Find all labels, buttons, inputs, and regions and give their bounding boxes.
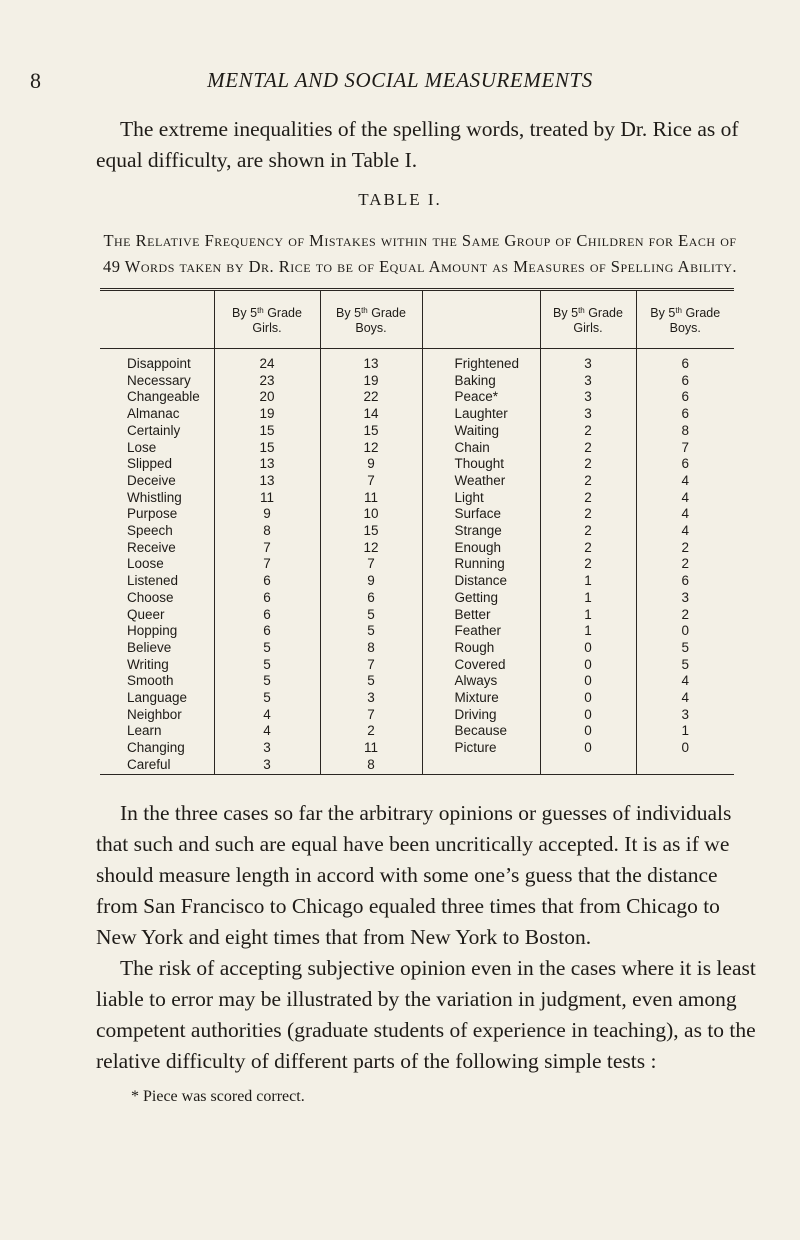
word-right: Enough — [422, 540, 540, 557]
boys-left-value: 19 — [320, 373, 422, 390]
girls-left-value: 11 — [214, 490, 320, 507]
boys-left-value: 12 — [320, 540, 422, 557]
table-row — [100, 757, 734, 774]
table-row — [100, 389, 734, 406]
girls-left-value: 7 — [214, 556, 320, 573]
table-row — [100, 690, 734, 707]
table-row — [100, 607, 734, 624]
girls-right-value: 0 — [540, 690, 636, 707]
word-right: Covered — [422, 657, 540, 674]
boys-left-value: 9 — [320, 573, 422, 590]
word-left: Writing — [100, 657, 214, 674]
table-body — [100, 349, 734, 775]
boys-right-value: 6 — [681, 356, 689, 371]
table-row — [100, 623, 734, 640]
word-left: Purpose — [100, 506, 214, 523]
boys-left-value: 10 — [320, 506, 422, 523]
table-row — [100, 723, 734, 740]
word-right: Better — [422, 607, 540, 624]
girls-left-value: 24 — [214, 349, 320, 373]
word-left: Hopping — [100, 623, 214, 640]
word-left: Careful — [100, 757, 214, 774]
boys-left-value: 11 — [320, 490, 422, 507]
boys-right-value: 6 — [681, 573, 689, 589]
girls-right-value: 1 — [540, 607, 636, 624]
girls-left-value: 4 — [214, 707, 320, 724]
boys-left-value: 5 — [320, 623, 422, 640]
table-row — [100, 640, 734, 657]
boys-left-value: 7 — [320, 556, 422, 573]
word-left: Almanac — [100, 406, 214, 423]
table-row — [100, 506, 734, 523]
boys-left-value: 8 — [320, 640, 422, 657]
boys-right-value: 5 — [681, 639, 689, 655]
boys-left-value: 8 — [320, 757, 422, 774]
boys-left-value: 14 — [320, 406, 422, 423]
boys-right-value: 0 — [681, 740, 689, 756]
word-right: Weather — [422, 473, 540, 490]
word-right: Peace* — [422, 389, 540, 406]
table-row — [100, 473, 734, 490]
table-caption: The Relative Frequency of Mistakes within the Same Group of Children for Each of 49 Words taken by Dr. Rice to be of Equal Amount as Measures of Spelling Ability. — [102, 231, 738, 276]
boys-right-value: 3 — [681, 589, 689, 605]
boys-left-value: 13 — [320, 349, 422, 373]
table-label: TABLE I. — [358, 190, 442, 209]
word-right: Waiting — [422, 423, 540, 440]
table-row — [100, 590, 734, 607]
table-row — [100, 657, 734, 674]
word-right: Mixture — [422, 690, 540, 707]
table-header-row — [100, 290, 734, 349]
girls-left-value: 3 — [214, 757, 320, 774]
table-row — [100, 573, 734, 590]
girls-left-value: 5 — [214, 673, 320, 690]
header-word-column-2 — [422, 290, 540, 349]
girls-right-value: 3 — [540, 389, 636, 406]
girls-right-value: 0 — [540, 640, 636, 657]
boys-right-value: 4 — [681, 472, 689, 488]
boys-left-value: 22 — [320, 389, 422, 406]
girls-left-value: 3 — [214, 740, 320, 757]
mistakes-table — [100, 288, 734, 775]
word-left: Necessary — [100, 373, 214, 390]
word-left: Queer — [100, 607, 214, 624]
boys-right-value: 4 — [681, 673, 689, 689]
boys-left-value: 7 — [320, 473, 422, 490]
girls-right-value: 3 — [540, 373, 636, 390]
boys-right-value: 5 — [681, 656, 689, 672]
table-row — [100, 540, 734, 557]
word-right: Always — [422, 673, 540, 690]
boys-left-value: 7 — [320, 707, 422, 724]
boys-right-value: 4 — [681, 690, 689, 706]
boys-right-value: 7 — [681, 439, 689, 455]
word-right: Thought — [422, 456, 540, 473]
word-right: Because — [422, 723, 540, 740]
boys-left-value: 9 — [320, 456, 422, 473]
word-left: Lose — [100, 440, 214, 457]
word-left: Loose — [100, 556, 214, 573]
word-right: Strange — [422, 523, 540, 540]
table-row — [100, 406, 734, 423]
word-right: Surface — [422, 506, 540, 523]
table-row — [100, 556, 734, 573]
word-left: Smooth — [100, 673, 214, 690]
word-left: Speech — [100, 523, 214, 540]
girls-left-value: 5 — [214, 690, 320, 707]
boys-right-value: 6 — [681, 389, 689, 405]
boys-right-value: 2 — [681, 539, 689, 555]
header-boys-left: By 5th Grade Boys. — [320, 290, 422, 349]
word-right: Rough — [422, 640, 540, 657]
word-right: Laughter — [422, 406, 540, 423]
header-girls-right: By 5th Grade Girls. — [540, 290, 636, 349]
girls-right-value: 2 — [540, 540, 636, 557]
body-paragraph-2: The risk of accepting subjective opinion even in the cases where it is least liable to error may be illustrated by the variation in judgment, even among competent authorities (graduate students of experience in teaching), as to the relative difficulty of different parts of the following simple tests : — [96, 956, 756, 1073]
girls-left-value: 8 — [214, 523, 320, 540]
word-left: Choose — [100, 590, 214, 607]
word-right: Frightened — [422, 349, 540, 373]
boys-right-value: 8 — [681, 422, 689, 438]
word-right: Running — [422, 556, 540, 573]
girls-left-value: 6 — [214, 573, 320, 590]
girls-right-value: 2 — [540, 456, 636, 473]
running-head — [0, 68, 800, 98]
boys-right-value: 0 — [681, 623, 689, 639]
girls-left-value: 13 — [214, 473, 320, 490]
table-row — [100, 456, 734, 473]
table-row — [100, 740, 734, 757]
girls-right-value: 1 — [540, 590, 636, 607]
girls-left-value: 9 — [214, 506, 320, 523]
boys-left-value: 3 — [320, 690, 422, 707]
word-left: Listened — [100, 573, 214, 590]
girls-left-value: 13 — [214, 456, 320, 473]
girls-right-value: 2 — [540, 523, 636, 540]
girls-left-value: 4 — [214, 723, 320, 740]
word-right: Distance — [422, 573, 540, 590]
girls-left-value: 5 — [214, 657, 320, 674]
boys-right-value: 1 — [681, 723, 689, 739]
word-left: Learn — [100, 723, 214, 740]
page-number: 8 — [30, 68, 41, 93]
table-row — [100, 349, 734, 373]
body-text — [96, 798, 764, 1077]
boys-right-value — [636, 757, 734, 774]
header-girls-left: By 5th Grade Girls. — [214, 290, 320, 349]
word-left: Deceive — [100, 473, 214, 490]
boys-left-value: 5 — [320, 673, 422, 690]
girls-right-value: 0 — [540, 723, 636, 740]
girls-left-value: 6 — [214, 607, 320, 624]
boys-right-value: 4 — [681, 506, 689, 522]
girls-right-value: 2 — [540, 506, 636, 523]
word-right — [422, 757, 540, 774]
boys-right-value: 6 — [681, 456, 689, 472]
table-row — [100, 707, 734, 724]
boys-right-value: 4 — [681, 489, 689, 505]
boys-right-value: 3 — [681, 706, 689, 722]
boys-right-value: 4 — [681, 523, 689, 539]
table-row — [100, 423, 734, 440]
girls-left-value: 6 — [214, 590, 320, 607]
girls-left-value: 23 — [214, 373, 320, 390]
word-right: Driving — [422, 707, 540, 724]
girls-right-value: 1 — [540, 623, 636, 640]
girls-left-value: 6 — [214, 623, 320, 640]
girls-left-value: 15 — [214, 423, 320, 440]
girls-right-value: 2 — [540, 490, 636, 507]
word-right: Baking — [422, 373, 540, 390]
word-left: Believe — [100, 640, 214, 657]
table-row — [100, 373, 734, 390]
table-row — [100, 673, 734, 690]
girls-left-value: 20 — [214, 389, 320, 406]
girls-right-value: 0 — [540, 673, 636, 690]
header-boys-right: By 5th Grade Boys. — [636, 290, 734, 349]
word-left: Language — [100, 690, 214, 707]
boys-left-value: 12 — [320, 440, 422, 457]
word-left: Slipped — [100, 456, 214, 473]
boys-right-value: 6 — [681, 372, 689, 388]
table-row — [100, 490, 734, 507]
girls-left-value: 7 — [214, 540, 320, 557]
boys-right-value: 2 — [681, 606, 689, 622]
girls-right-value: 3 — [540, 349, 636, 373]
girls-right-value: 2 — [540, 556, 636, 573]
header-word-column — [100, 290, 214, 349]
girls-left-value: 19 — [214, 406, 320, 423]
word-left: Receive — [100, 540, 214, 557]
girls-right-value: 2 — [540, 440, 636, 457]
word-right: Light — [422, 490, 540, 507]
table-row — [100, 440, 734, 457]
girls-right-value — [540, 757, 636, 774]
running-title: MENTAL AND SOCIAL MEASUREMENTS — [207, 68, 593, 92]
word-right: Picture — [422, 740, 540, 757]
word-left: Certainly — [100, 423, 214, 440]
girls-left-value: 15 — [214, 440, 320, 457]
boys-right-value: 2 — [681, 556, 689, 572]
word-left: Changing — [100, 740, 214, 757]
girls-right-value: 1 — [540, 573, 636, 590]
girls-right-value: 3 — [540, 406, 636, 423]
table-row — [100, 523, 734, 540]
girls-right-value: 0 — [540, 657, 636, 674]
boys-left-value: 5 — [320, 607, 422, 624]
body-paragraph-1: In the three cases so far the arbitrary opinions or guesses of individuals that such and such are equal have been uncritically accepted. It is as if we should measure length in accord with some one’s guess that the distance from San Francisco to Chicago equaled three times that from Chicago to New York and eight times that from New York to Boston. — [96, 801, 732, 949]
girls-left-value: 5 — [214, 640, 320, 657]
girls-right-value: 2 — [540, 423, 636, 440]
word-left: Disappoint — [100, 349, 214, 373]
boys-left-value: 15 — [320, 423, 422, 440]
boys-left-value: 2 — [320, 723, 422, 740]
word-right: Getting — [422, 590, 540, 607]
boys-left-value: 15 — [320, 523, 422, 540]
word-left: Neighbor — [100, 707, 214, 724]
boys-left-value: 6 — [320, 590, 422, 607]
word-left: Whistling — [100, 490, 214, 507]
spelling-table — [100, 288, 734, 775]
boys-right-value: 6 — [681, 406, 689, 422]
boys-left-value: 11 — [320, 740, 422, 757]
word-left: Changeable — [100, 389, 214, 406]
word-right: Chain — [422, 440, 540, 457]
girls-right-value: 0 — [540, 740, 636, 757]
girls-right-value: 0 — [540, 707, 636, 724]
boys-left-value: 7 — [320, 657, 422, 674]
girls-right-value: 2 — [540, 473, 636, 490]
word-right: Feather — [422, 623, 540, 640]
intro-paragraph: The extreme inequalities of the spelling words, treated by Dr. Rice as of equal difficulty, are shown in Table I. — [96, 117, 739, 172]
footnote: * Piece was scored correct. — [131, 1088, 305, 1105]
